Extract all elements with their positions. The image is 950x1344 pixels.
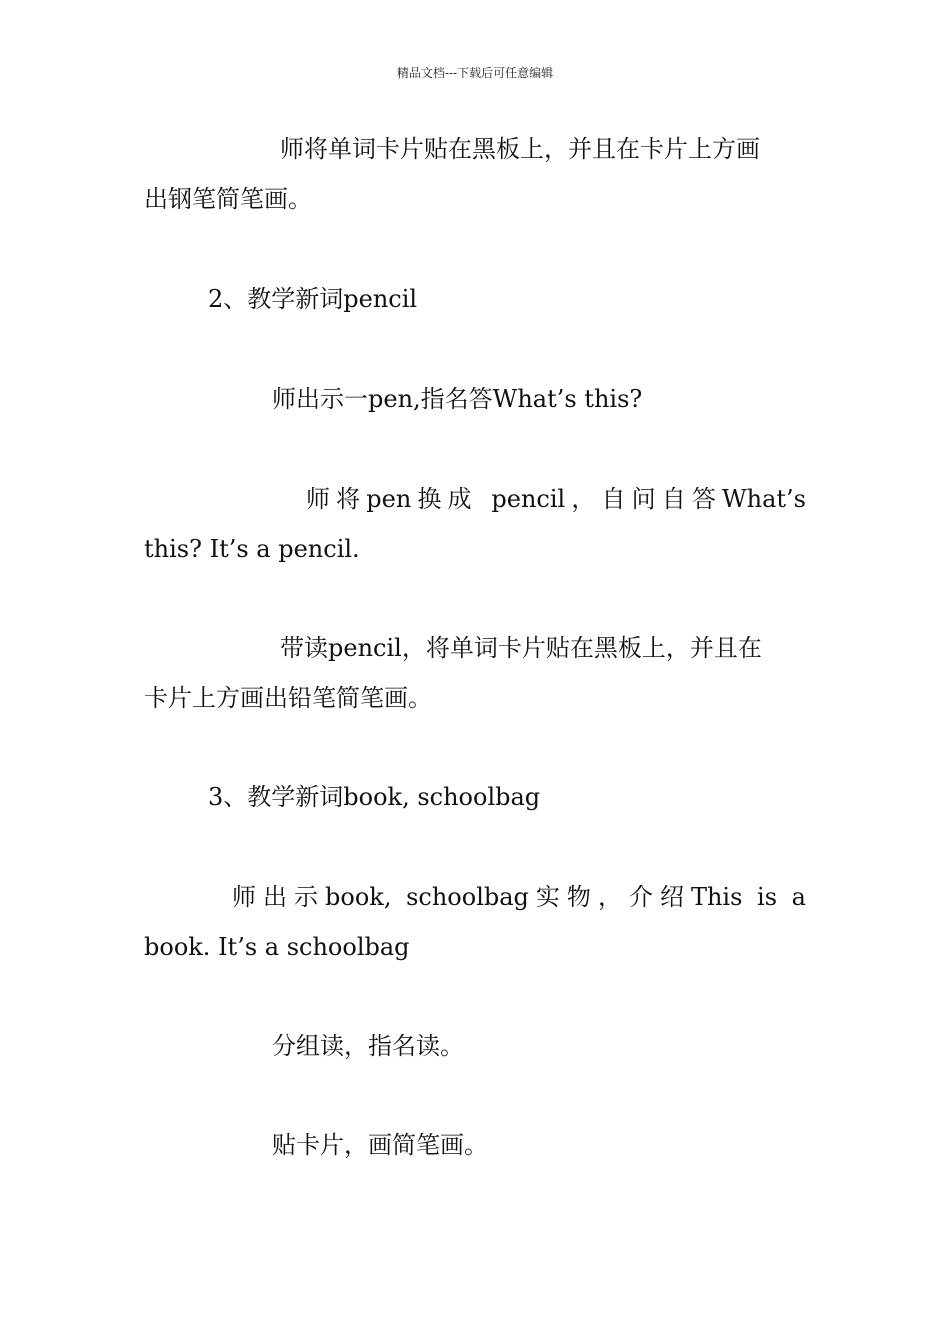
paragraph-line: 卡片上方画出铅笔简笔画。 [144,684,432,712]
paragraph-line: 出钢笔简笔画。 [144,185,312,213]
paragraph-line: 带读pencil，将单词卡片贴在黑板上，并且在 [280,634,762,662]
section-heading: 3、教学新词book, schoolbag [208,783,541,811]
paragraph-line: 师出示一pen,指名答What’s this? [272,385,643,413]
paragraph-line: 分组读，指名读。 [272,1032,464,1060]
paragraph-line: book. It’s a schoolbag [144,933,410,961]
paragraph-line: 师将pen换成 pencil，自问自答What’s [306,485,806,513]
section-heading: 2、教学新词pencil [208,285,418,313]
paragraph-line: 贴卡片，画简笔画。 [272,1131,488,1159]
paragraph-line: 师出示book, schoolbag实物，介绍This is a [232,883,806,911]
paragraph-line: 师将单词卡片贴在黑板上，并且在卡片上方画 [280,135,760,163]
paragraph-line: this? It’s a pencil. [144,535,360,563]
page-header: 精品文档---下载后可任意编辑 [396,66,554,80]
